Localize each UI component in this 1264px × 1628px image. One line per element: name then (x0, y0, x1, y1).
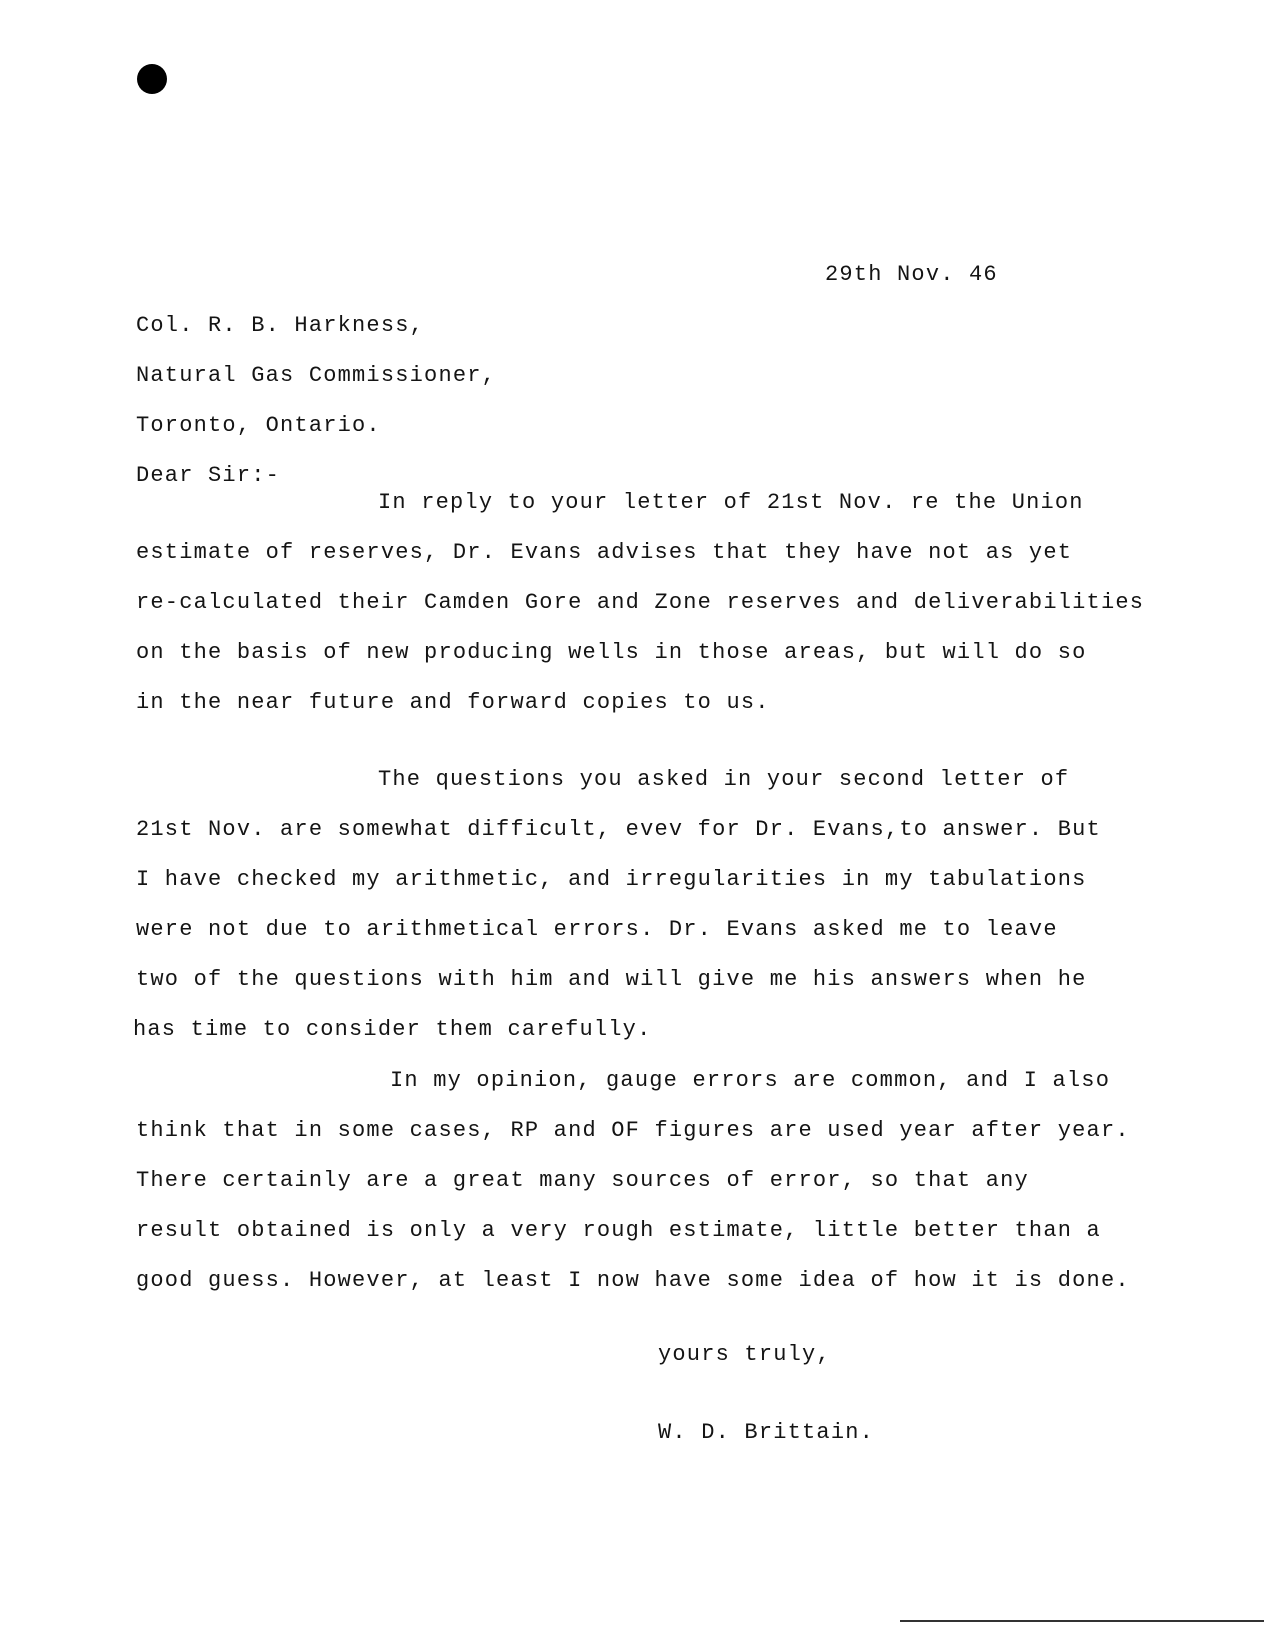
paragraph-3-line: In my opinion, gauge errors are common, and I also (390, 1068, 1111, 1093)
salutation: Dear Sir:- (136, 463, 281, 488)
paragraph-2-line: 21st Nov. are somewhat difficult, evev for Dr. Evans,to answer. But (136, 817, 1101, 842)
paragraph-1-line: estimate of reserves, Dr. Evans advises that they have not as yet (136, 540, 1073, 565)
paragraph-3-line: think that in some cases, RP and OF figures are used year after year. (136, 1118, 1130, 1143)
closing: yours truly, (658, 1342, 831, 1367)
recipient-location: Toronto, Ontario. (136, 413, 381, 438)
punch-hole-mark (137, 64, 167, 94)
paragraph-1-line: on the basis of new producing wells in those areas, but will do so (136, 640, 1087, 665)
paragraph-3-line: result obtained is only a very rough estimate, little better than a (136, 1218, 1101, 1243)
signature: W. D. Brittain. (658, 1420, 875, 1445)
paragraph-2-line: has time to consider them carefully. (133, 1017, 652, 1042)
recipient-title: Natural Gas Commissioner, (136, 363, 497, 388)
paragraph-2-line: two of the questions with him and will give me his answers when he (136, 967, 1087, 992)
paragraph-1-line: In reply to your letter of 21st Nov. re the Union (378, 490, 1084, 515)
bottom-edge-rule (900, 1620, 1264, 1622)
paragraph-2-line: I have checked my arithmetic, and irregularities in my tabulations (136, 867, 1087, 892)
paragraph-3-line: There certainly are a great many sources of error, so that any (136, 1168, 1029, 1193)
letter-date: 29th Nov. 46 (825, 262, 998, 287)
paragraph-1-line: re-calculated their Camden Gore and Zone reserves and deliverabilities (136, 590, 1145, 615)
paragraph-2-line: The questions you asked in your second letter of (378, 767, 1070, 792)
paragraph-1-line: in the near future and forward copies to us. (136, 690, 770, 715)
recipient-name: Col. R. B. Harkness, (136, 313, 425, 338)
paragraph-2-line: were not due to arithmetical errors. Dr. Evans asked me to leave (136, 917, 1058, 942)
paragraph-3-line: good guess. However, at least I now have some idea of how it is done. (136, 1268, 1130, 1293)
